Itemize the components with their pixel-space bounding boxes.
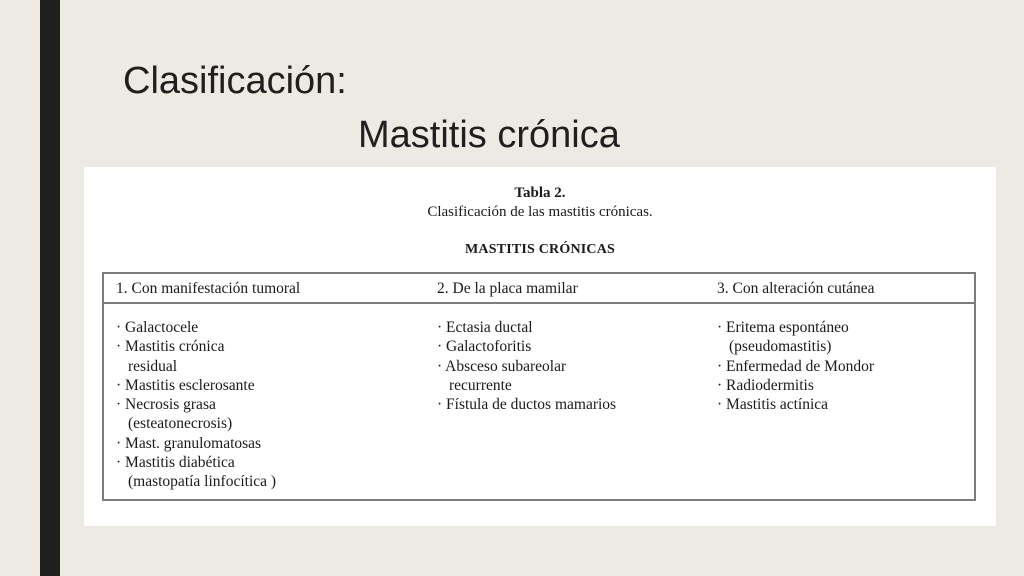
- header-tumoral: 1. Con manifestación tumoral: [116, 280, 301, 297]
- column-placa-mamilar: [437, 318, 616, 414]
- slide-subtitle: Mastitis crónica: [358, 114, 620, 156]
- list-item: · Galactoforitis: [437, 338, 532, 356]
- table-caption-text: Clasificación de las mastitis crónicas.: [427, 204, 653, 220]
- classification-table-figure: [84, 167, 996, 526]
- table-header-row: [104, 274, 974, 304]
- slide-title: Clasificación:: [123, 60, 347, 102]
- header-placa-mamilar: 2. De la placa mamilar: [437, 280, 578, 297]
- list-item: (mastopatía linfocítica ): [128, 473, 277, 491]
- column-tumoral: [116, 318, 276, 492]
- header-alteracion-cutanea: 3. Con alteración cutánea: [717, 280, 875, 297]
- list-item: (esteatonecrosis): [128, 415, 233, 433]
- list-item: · Absceso subareolar: [437, 357, 567, 375]
- list-item: · Mastitis esclerosante: [116, 376, 255, 394]
- mastitis-table: [102, 272, 976, 501]
- list-item: · Mast. granulomatosas: [116, 434, 262, 452]
- list-item: · Mastitis crónica: [116, 338, 225, 356]
- list-item: (pseudomastitis): [729, 338, 832, 356]
- list-item: recurrente: [449, 376, 512, 394]
- list-item: · Ectasia ductal: [437, 319, 533, 336]
- column-alteracion-cutanea: [717, 318, 874, 414]
- list-item: · Mastitis actínica: [717, 396, 829, 414]
- list-item: · Necrosis grasa: [116, 396, 216, 414]
- list-item: · Radiodermitis: [717, 376, 814, 394]
- table-heading: MASTITIS CRÓNICAS: [464, 242, 616, 257]
- list-item: · Enfermedad de Mondor: [717, 357, 875, 375]
- table-caption-label: Tabla 2.: [514, 185, 566, 201]
- list-item: residual: [128, 357, 178, 375]
- list-item: · Galactocele: [116, 319, 199, 336]
- list-item: · Fístula de ductos mamarios: [437, 396, 617, 414]
- left-accent-bar: [40, 0, 60, 576]
- list-item: · Eritema espontáneo: [717, 319, 849, 336]
- list-item: · Mastitis diabética: [116, 454, 235, 472]
